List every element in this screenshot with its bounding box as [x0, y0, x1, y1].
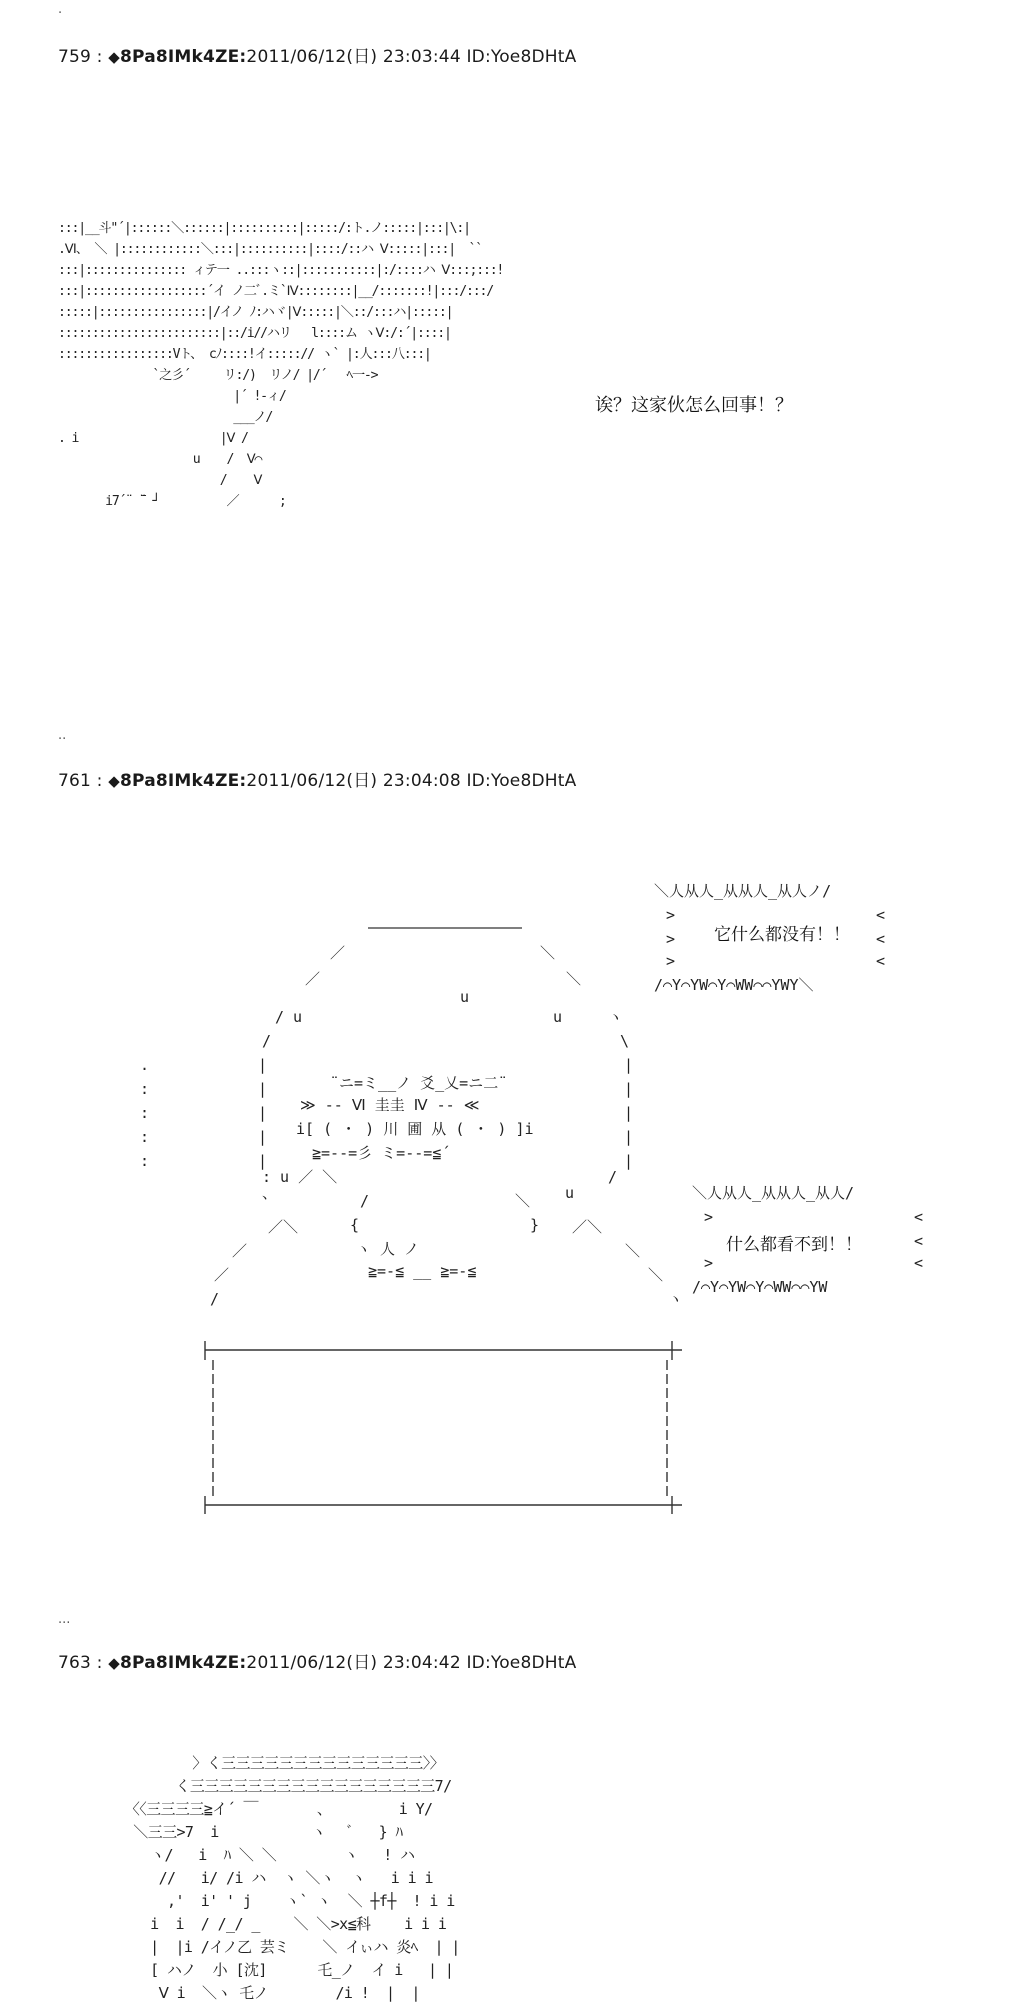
post-number: 759: [58, 47, 92, 67]
post-number: 763: [58, 1653, 92, 1673]
post-id: ID:Yoe8DHtA: [466, 1653, 577, 1673]
head-stroke: u: [553, 1008, 563, 1026]
bubble-frame: >: [704, 1254, 714, 1272]
trip-diamond-icon: ◆: [108, 772, 120, 790]
bubble-frame: <: [876, 930, 886, 948]
bubble-frame: /⌒Y⌒YW⌒Y⌒WW⌒⌒YW: [692, 1278, 828, 1296]
post-separator: :: [96, 47, 103, 67]
tripcode: 8Pa8IMk4ZE:: [119, 47, 247, 67]
ascii-art-figure-3: 〉く三三三三三三三三三三三三三三〉〉 く三三三三三三三三三三三三三三三三三7/ 〈〈三三三三≧イ´ ￣ 、 i Y/ ＼三三>7 i ヽ ﾞ } ﾊ ヽ/ i ﾊ ＼ ＼ ヽ ! ハ // i/ /i ハ ヽ ＼ヽ ヽ i i i ,' i' ' j ヽ` ヽ ＼ ┼f┼ ! i i i i / /_/ _ ＼ ＼>x≦科 i i i | |i /イノ乙 芸ミ ＼ イぃハ 炎ﾍ | | [ ハノ 小 [沈] 乇_ノ イ i | | Ⅴ i ＼ヽ 乇ノ /i ! | |: [124, 1754, 460, 2002]
face-art: /: [608, 1168, 618, 1186]
head-stroke: |: [258, 1080, 268, 1098]
body-art: ／＼: [572, 1218, 603, 1236]
head-stroke: u: [460, 988, 470, 1006]
body-art: ／: [214, 1266, 230, 1284]
face-art: ¨ニ=ミ__ノ 爻_乂=ニ二¨: [330, 1074, 508, 1092]
head-stroke: |: [258, 1056, 268, 1074]
face-art: 、: [262, 1184, 278, 1202]
edge-dot: :: [140, 1080, 150, 1098]
speech-bubble-2: 什么都看不到！！: [726, 1235, 862, 1255]
head-stroke: /: [262, 1032, 272, 1050]
trip-diamond-icon: ◆: [108, 1654, 120, 1672]
head-stroke: ／: [330, 944, 346, 962]
body-art: /: [210, 1290, 220, 1308]
post-header: [58, 1648, 576, 1673]
bubble-frame: >: [666, 906, 676, 924]
body-art: ／: [232, 1242, 248, 1260]
bubble-frame: <: [876, 906, 886, 924]
post-date: 2011/06/12(日): [246, 1653, 378, 1673]
bubble-frame: ＼人从人_从从人_从人ノ/: [654, 882, 832, 900]
post-date: 2011/06/12(日): [246, 771, 378, 791]
body-art: ヽ: [668, 1290, 684, 1308]
separator-dot: .: [58, 2, 63, 17]
head-stroke: / u: [275, 1008, 303, 1026]
ascii-art-figure-1: :::|__斗"´|::::::＼::::::|::::::::::|:::::/:ト.ノ:::::|:::|\:| .Ⅵ、 ＼ |::::::::::::＼:::|::::::::::|::::/::ハ Ⅴ:::::|:::| `` :::|::::::::::::::: ィテ一 ..:::ヽ::|:::::::::::|:/::::ハ Ⅴ:::;:::! :::|::::::::::::::::::´イ ノ二ﾞ.ミ`Ⅳ::::::::|__/:::::::!|:::/:::/ :::::|::::::::::::::::|/イノ ﾉ:ハヾ|Ⅴ:::::|＼::/:::ハ|:::::| ::::::::::::::::::::::::|::/i//ハリ l::::ム ヽⅤ:/:´|::::| :::::::::::::::::Vト、 cﾉ::::!イ:::::// ヽ` |:人:::八:::| `之彡´ リ:/) リノ/ |/´ ﾍ一‐> |´ !-ィ/ ___ノ/ . i |Ⅴ / u / Ⅴ⌒ / Ⅴ i7´¨ ̄¨ ┘ ／ ;: [58, 221, 504, 509]
post-time: 23:04:42: [382, 1653, 461, 1673]
edge-dot: :: [140, 1128, 150, 1146]
face-art: {: [350, 1216, 360, 1234]
bubble-frame: ＼人从人_从从人_从人/: [692, 1184, 855, 1202]
bubble-frame: <: [914, 1208, 924, 1226]
bubble-frame: <: [876, 952, 886, 970]
dialogue-line: 诶？这家伙怎么回事！？: [595, 395, 793, 416]
post-number: 761: [58, 771, 92, 791]
bubble-frame: <: [914, 1254, 924, 1272]
head-stroke: ＼: [540, 944, 556, 962]
body-art: ＼: [625, 1242, 641, 1260]
face-art: ≫ -- Ⅵ 圭圭 Ⅳ -- ≪: [300, 1096, 480, 1114]
face-art: ヽ 人 ノ: [356, 1240, 420, 1258]
separator-dots: ...: [58, 1612, 71, 1627]
head-stroke: |: [624, 1080, 634, 1098]
face-art: ＼: [515, 1192, 531, 1210]
head-stroke: ヽ: [608, 1008, 624, 1026]
post-id: ID:Yoe8DHtA: [466, 47, 577, 67]
bubble-frame: <: [914, 1232, 924, 1250]
post-separator: :: [96, 771, 103, 791]
bubble-frame: /⌒Y⌒YW⌒Y⌒WW⌒⌒YWY＼: [654, 976, 814, 994]
head-stroke: |: [258, 1104, 268, 1122]
face-art: i[ ( ・ ) 川 圃 从 ( ・ ) ]i: [296, 1120, 534, 1138]
face-art: ≧=-≦ __ ≧=-≦: [368, 1262, 477, 1280]
head-stroke: |: [258, 1152, 268, 1170]
head-stroke: ＼: [566, 970, 582, 988]
separator-dots: ..: [58, 728, 67, 743]
empty-box: [205, 1341, 682, 1514]
speech-bubble-1: 它什么都没有！！: [714, 925, 850, 945]
head-stroke: |: [258, 1128, 268, 1146]
bubble-frame: >: [666, 930, 676, 948]
face-art: }: [530, 1216, 540, 1234]
head-stroke: |: [624, 1104, 634, 1122]
post-separator: :: [96, 1653, 103, 1673]
head-stroke: |: [624, 1152, 634, 1170]
bubble-frame: >: [704, 1208, 714, 1226]
post-time: 23:04:08: [382, 771, 461, 791]
face-art: : u ／ ＼: [262, 1168, 338, 1186]
body-art: ／＼: [268, 1218, 299, 1236]
head-stroke: \: [620, 1032, 630, 1050]
tripcode: 8Pa8IMk4ZE:: [119, 1653, 247, 1673]
post-date: 2011/06/12(日): [246, 47, 378, 67]
head-stroke: |: [624, 1056, 634, 1074]
post-time: 23:03:44: [382, 47, 461, 67]
face-art: u: [565, 1184, 575, 1202]
edge-dot: :: [140, 1152, 150, 1170]
bubble-frame: >: [666, 952, 676, 970]
head-stroke: |: [624, 1128, 634, 1146]
body-art: ＼: [648, 1266, 664, 1284]
trip-diamond-icon: ◆: [108, 48, 120, 66]
edge-dot: .: [140, 1056, 150, 1074]
face-art: /: [360, 1192, 370, 1210]
post-id: ID:Yoe8DHtA: [466, 771, 577, 791]
tripcode: 8Pa8IMk4ZE:: [119, 771, 247, 791]
edge-dot: :: [140, 1104, 150, 1122]
face-art: ≧=--=彡 ミ=--=≦´: [312, 1144, 451, 1162]
head-stroke: ／: [305, 970, 321, 988]
